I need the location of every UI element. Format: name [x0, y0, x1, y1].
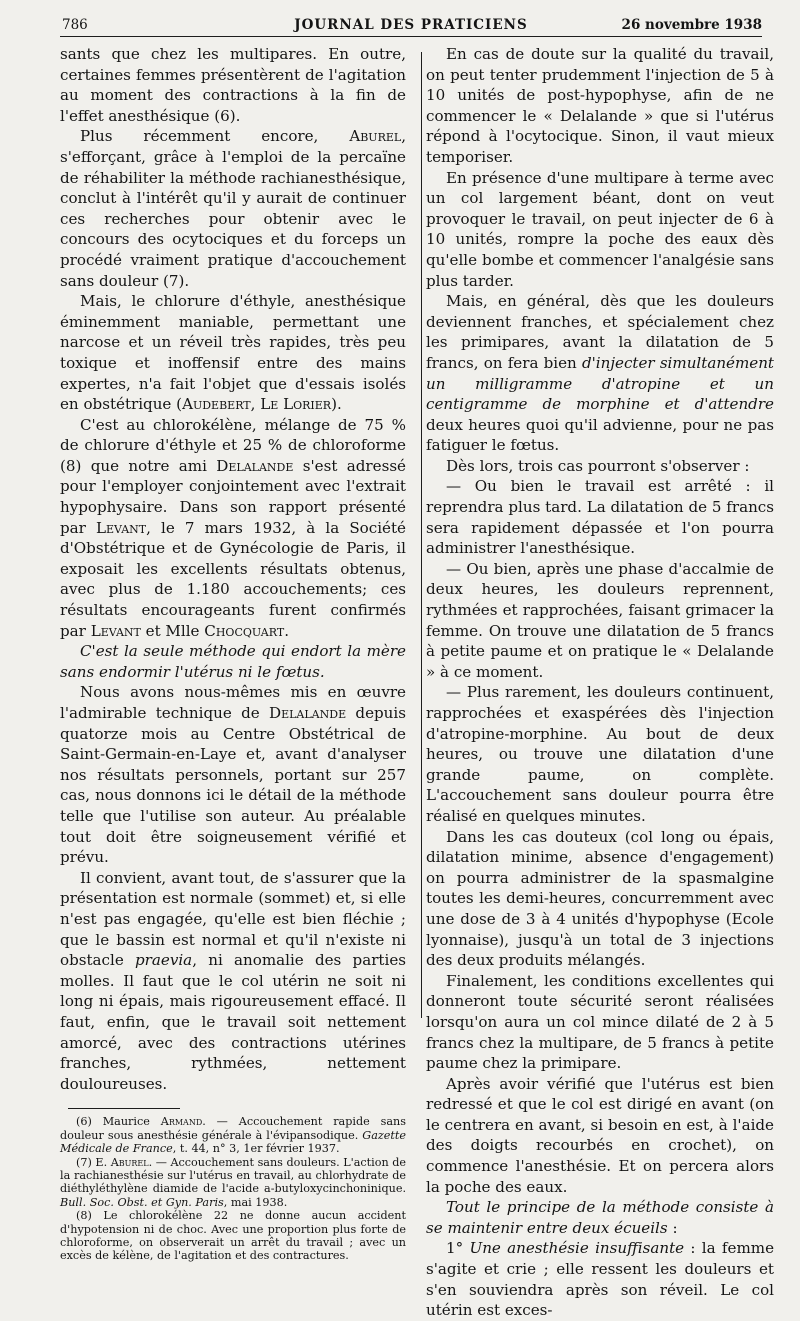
- right-column: [426, 44, 774, 1321]
- italic-statement: C'est la seule méthode qui endort la mère sans endormir l'utérus ni le fœtus.: [60, 642, 406, 681]
- journal-title: JOURNAL DES PRATICIENS: [294, 17, 528, 33]
- author-name: Audebert: [182, 395, 251, 414]
- paragraph: Mais, en général, dès que les douleurs deviennent franches, et spécialement chez les primipares, avant la dilatation de 5 francs, on fera bien d'injecter simultanément un milligramme d'atropine et un centigramme de morphine et d'attendre deux heures quoi qu'il advienne, pour ne pas fatiguer le fœtus.: [426, 292, 774, 455]
- paragraph: C'est au chlorokélène, mélange de 75 % de chlorure d'éthyle et 25 % de chloroforme (8) que notre ami Delalande s'est adressé pour l'employer conjointement avec l'extrait hypophysaire. Dans son rapport présenté par Levant, le 7 mars 1932, à la Société d'Obstétrique et de Gynécologie de Paris, il exposait les excellents résultats obtenus, avec plus de 1.180 accouchements; ces résultats encourageants furent confirmés par Levant et Mlle Chocquart.: [60, 415, 406, 640]
- footnote-separator: [68, 1108, 180, 1109]
- paragraph: En cas de doute sur la qualité du travail, on peut tenter prudemment l'injection de 5 à 10 unités de post-hypophyse, afin de ne commencer le « Delalande » que si l'utérus répond à l'ocytocique. Sinon, il vaut mieux temporiser.: [426, 45, 774, 166]
- paragraph: Il convient, avant tout, de s'assurer que la présentation est normale (sommet) et, si elle n'est pas engagée, qu'elle est bien fléchie ; que le bassin est normal et qu'il n'existe ni obstacle praevia, ni anomalie des parties molles. Il faut que le col utérin ne soit ni long ni épais, mais rigoureusement effacé. Il faut, enfin, que le travail soit nettement amorcé, avec des contractions utérines franches, rythmées, nettement douloureuses.: [60, 868, 406, 1093]
- page-number: 786: [62, 17, 88, 33]
- paragraph: Finalement, les conditions excellentes qui donneront toute sécurité seront réalisées lorsqu'on aura un col mince dilaté de 2 à 5 francs chez la multipare, de 5 francs à petite paume chez la primipare.: [426, 971, 774, 1073]
- author-name: Aburel: [349, 127, 402, 146]
- issue-date: 26 novembre 1938: [621, 17, 762, 33]
- running-header: [60, 16, 762, 37]
- column-divider: [421, 52, 422, 1018]
- paragraph: — Ou bien le travail est arrêté : il reprendra plus tard. La dilatation de 5 francs sera rapidement dépassée et l'on pourra administrer l'anesthésique.: [426, 477, 774, 558]
- paragraph: sants que chez les multipares. En outre, certaines femmes présentèrent de l'agitation au moment des contractions à la fin de l'effet anesthésique (6).: [60, 45, 406, 125]
- paragraph: Mais, le chlorure d'éthyle, anesthésique éminemment maniable, permettant une narcose et un réveil très rapides, très peu toxique et inoffensif entre des mains expertes, n'a fait l'objet que d'essais isolés en obstétrique (Audebert, Le Lorier).: [60, 292, 406, 414]
- paragraph: En présence d'une multipare à terme avec un col largement béant, dont on veut provoquer le travail, on peut injecter de 6 à 10 unités, rompre la poche des eaux dès qu'elle bombe et commencer l'analgésie sans plus tarder.: [426, 168, 774, 290]
- author-name: Levant: [95, 518, 147, 537]
- author-name: Delalande: [269, 704, 347, 722]
- footnote: (8) Le chlorokélène 22 ne donne aucun accident d'hypotension ni de choc. Avec une proportion plus forte de chloroforme, on observerait un arrêt du travail ; avec un excès de kélène, de l'agitation et des contractures.: [60, 1209, 406, 1263]
- paragraph: Tout le principe de la méthode consiste à se maintenir entre deux écueils :: [426, 1198, 774, 1237]
- paragraph: 1° Une anesthésie insuffisante : la femme s'agite et crie ; elle ressent les douleurs et s'en souviendra après son réveil. Le col utérin est exces-: [426, 1239, 775, 1320]
- paragraph: — Plus rarement, les douleurs continuent, rapprochées et exaspérées dès l'injection d'atropine-morphine. Au bout de deux heures, ou trouve une dilatation d'une grande paume, on complète. L'accouchement sans douleur pourra être réalisé en quelques minutes.: [426, 683, 774, 825]
- author-name: Le Lorier: [260, 395, 332, 414]
- left-column: [60, 44, 406, 1263]
- paragraph: Plus récemment encore, Aburel, s'efforçant, grâce à l'emploi de la percaïne de réhabiliter la méthode rachianesthésique, conclut à l'intérêt qu'il y aurait de continuer ces recherches pour obtenir avec le concours des ocytociques et du forceps un procédé vraiment pratique d'accouchement sans douleur (7).: [60, 127, 406, 290]
- paragraph: Après avoir vérifié que l'utérus est bien redressé et que le col est dirigé en avant (on le centrera en avant, si besoin en est, à l'aide des doigts recourbés en crochet), on commence l'anesthésie. Et on percera alors la poche des eaux.: [426, 1074, 774, 1196]
- footnote: (7) E. Aburel. — Accouchement sans douleurs. L'action de la rachianesthésie sur l'utérus en travail, au chlorhydrate de diéthyléthylène diamide de l'acide a-butyloxycinchoninique. Bull. Soc. Obst. et Gyn. Paris, mai 1938.: [60, 1155, 406, 1209]
- author-name: Chocquart: [204, 621, 285, 640]
- paragraph: Nous avons nous-mêmes mis en œuvre l'admirable technique de Delalande depuis quatorze mois au Centre Obstétrical de Saint-Germain-en-Laye et, avant d'analyser nos résultats personnels, portant sur 257 cas, nous donnons ici le détail de la méthode telle que l'utilise son auteur. Au préalable tout doit être soigneusement vérifié et prévu.: [60, 683, 406, 867]
- paragraph: — Ou bien, après une phase d'accalmie de deux heures, les douleurs reprennent, rythmées et rapprochées, faisant grimacer la femme. On trouve une dilatation de 5 francs à petite paume et on pratique le « Delalande » à ce moment.: [426, 559, 774, 681]
- paragraph: Dans les cas douteux (col long ou épais, dilatation minime, absence d'engagement) on pourra administrer de la spasmalgine toutes les demi-heures, concurremment avec une dose de 3 à 4 unités d'hypophyse (Ecole lyonnaise), jusqu'à un total de 3 injections des deux produits mélangés.: [426, 827, 774, 970]
- author-name: Delalande: [216, 456, 294, 475]
- author-name: Levant: [90, 621, 141, 640]
- footnote: (6) Maurice Armand. — Accouchement rapide sans douleur sous anesthésie générale à l'évipansodique. Gazette Médicale de France, t. 44, n° 3, 1er février 1937.: [60, 1115, 406, 1156]
- paragraph: Dès lors, trois cas pourront s'observer :: [446, 456, 750, 475]
